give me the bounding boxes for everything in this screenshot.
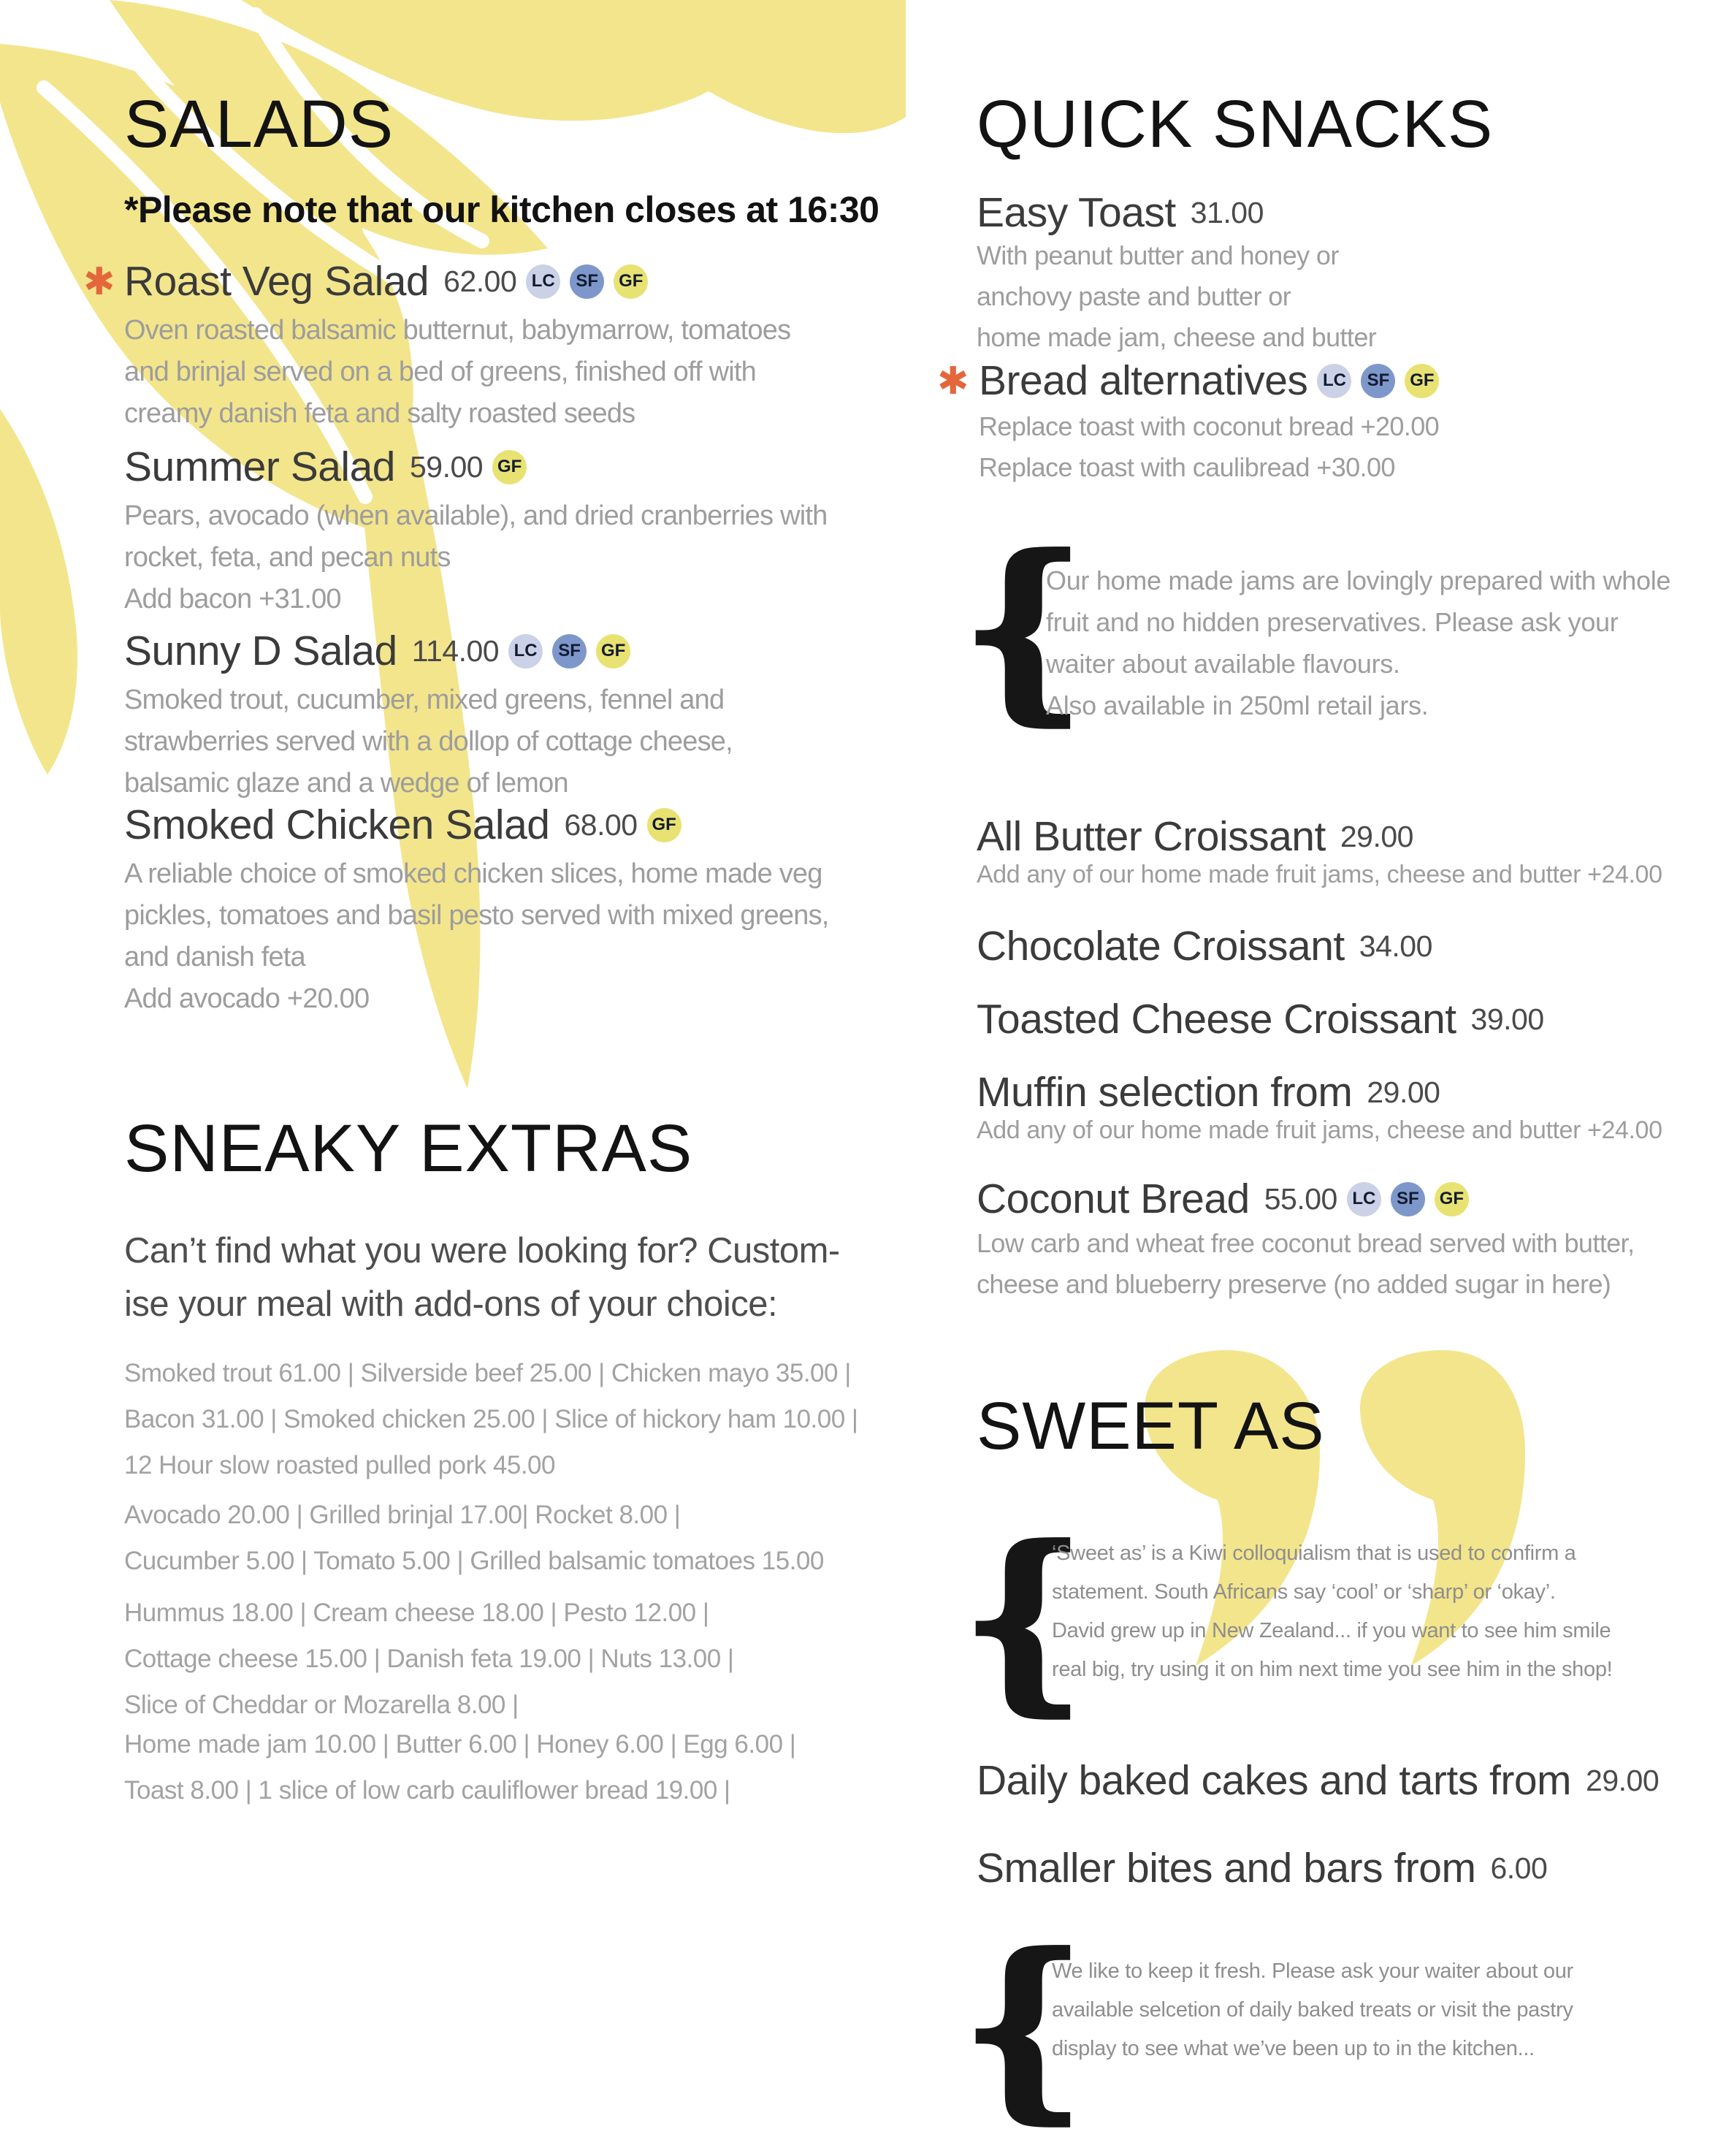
item-name: Easy Toast bbox=[977, 189, 1176, 236]
diet-badge-gf: GF bbox=[647, 808, 681, 842]
addons-line: Cottage cheese 15.00 | Danish feta 19.00 | Nuts 13.00 | bbox=[124, 1645, 734, 1673]
description-line: With peanut butter and honey or bbox=[977, 240, 1339, 270]
description-line: Add avocado +20.00 bbox=[124, 983, 370, 1014]
description-line: A reliable choice of smoked chicken slices, home made veg bbox=[124, 858, 822, 889]
diet-badge-sf: SF bbox=[1391, 1182, 1425, 1216]
menu-item-muffin-selection bbox=[977, 1068, 1440, 1116]
addons-line: 12 Hour slow roasted pulled pork 45.00 bbox=[124, 1451, 555, 1479]
diet-badge-gf: GF bbox=[596, 634, 630, 668]
addons-line: Slice of Cheddar or Mozarella 8.00 | bbox=[124, 1691, 519, 1719]
menu-item-easy-toast bbox=[977, 188, 1264, 237]
menu-item-roast-veg-salad bbox=[124, 257, 648, 305]
addons-line: Avocado 20.00 | Grilled brinjal 17.00| Rocket 8.00 | bbox=[124, 1501, 681, 1529]
note-line: display to see what we’ve been up to in the kitchen... bbox=[1052, 2037, 1535, 2060]
item-name: Muffin selection from bbox=[977, 1069, 1353, 1116]
description-line: Replace toast with coconut bread +20.00 bbox=[979, 411, 1440, 441]
sweet-as-note bbox=[1052, 1534, 1612, 1689]
item-price: 114.00 bbox=[411, 633, 500, 668]
note-line: waiter about available flavours. bbox=[1046, 649, 1400, 679]
item-description bbox=[124, 853, 829, 1020]
description-line: home made jam, cheese and butter bbox=[977, 322, 1377, 352]
item-name: Toasted Cheese Croissant bbox=[977, 996, 1456, 1043]
item-price: 55.00 bbox=[1264, 1181, 1337, 1216]
jam-note bbox=[1046, 560, 1670, 726]
fresh-bakes-note bbox=[1052, 1952, 1573, 2068]
menu-item-coconut-bread bbox=[977, 1175, 1469, 1223]
note-line: statement. South Africans say ‘cool’ or ‘sharp’ or ‘okay’. bbox=[1052, 1580, 1556, 1604]
diet-badge-sf: SF bbox=[552, 634, 587, 668]
addons-group-breakfast bbox=[124, 1721, 795, 1813]
diet-badge-lc: LC bbox=[1347, 1182, 1381, 1216]
note-line: David grew up in New Zealand... if you want to see him smile bbox=[1052, 1619, 1611, 1642]
sweet-as-heading: SWEET AS bbox=[977, 1389, 1325, 1463]
addons-line: Home made jam 10.00 | Butter 6.00 | Honey 6.00 | Egg 6.00 | bbox=[124, 1730, 796, 1759]
item-price: 34.00 bbox=[1359, 929, 1432, 963]
addons-group-veg bbox=[124, 1492, 824, 1584]
item-description bbox=[124, 310, 790, 435]
note-line: We like to keep it fresh. Please ask your waiter about our bbox=[1052, 1959, 1573, 1983]
sneaky-extras-heading: SNEAKY EXTRAS bbox=[124, 1111, 693, 1186]
item-addon-line: Add any of our home made fruit jams, cheese and butter +24.00 bbox=[977, 1116, 1662, 1144]
item-price: 31.00 bbox=[1190, 195, 1264, 229]
addons-line: Cucumber 5.00 | Tomato 5.00 | Grilled balsamic tomatoes 15.00 bbox=[124, 1547, 824, 1575]
intro-line: ise your meal with add-ons of your choice: bbox=[124, 1284, 778, 1324]
description-line: Oven roasted balsamic butternut, babymarrow, tomatoes bbox=[124, 315, 791, 346]
menu-item-summer-salad bbox=[124, 443, 527, 491]
item-name: Summer Salad bbox=[124, 443, 395, 490]
salads-heading: SALADS bbox=[124, 87, 394, 161]
diet-badge-sf: SF bbox=[1361, 364, 1395, 398]
item-name: Smaller bites and bars from bbox=[977, 1845, 1476, 1892]
addons-line: Bacon 31.00 | Smoked chicken 25.00 | Slice of hickory ham 10.00 | bbox=[124, 1405, 858, 1433]
description-line: cheese and blueberry preserve (no added sugar in here) bbox=[977, 1269, 1611, 1299]
item-description bbox=[977, 1223, 1634, 1305]
curly-brace-icon: { bbox=[961, 514, 1086, 742]
note-line: fruit and no hidden preservatives. Please ask your bbox=[1046, 607, 1619, 637]
diet-badge-gf: GF bbox=[492, 450, 527, 484]
item-price: 29.00 bbox=[1367, 1075, 1440, 1109]
note-line: ‘Sweet as’ is a Kiwi colloquialism that is used to confirm a bbox=[1052, 1542, 1576, 1565]
item-name: Smoked Chicken Salad bbox=[124, 801, 550, 848]
item-name: Roast Veg Salad bbox=[124, 258, 429, 305]
item-name: Daily baked cakes and tarts from bbox=[977, 1757, 1572, 1804]
note-line: available selcetion of daily baked treats or visit the pastry bbox=[1052, 1998, 1573, 2022]
addons-group-proteins bbox=[124, 1350, 858, 1488]
item-name: Bread alternatives bbox=[979, 357, 1308, 404]
item-addon-line: Add any of our home made fruit jams, cheese and butter +24.00 bbox=[977, 861, 1662, 888]
menu-item-smaller-bites bbox=[977, 1844, 1547, 1892]
description-line: and brinjal served on a bed of greens, finished off with bbox=[124, 357, 756, 387]
sneaky-extras-intro bbox=[124, 1224, 840, 1331]
special-asterisk-icon: ✱ bbox=[937, 360, 969, 403]
addons-line: Smoked trout 61.00 | Silverside beef 25.00 | Chicken mayo 35.00 | bbox=[124, 1359, 851, 1387]
description-line: Add bacon +31.00 bbox=[124, 584, 341, 614]
description-line: creamy danish feta and salty roasted seeds bbox=[124, 398, 635, 429]
curly-brace-icon: { bbox=[961, 1505, 1086, 1732]
note-line: Also available in 250ml retail jars. bbox=[1046, 690, 1429, 720]
addons-group-spreads bbox=[124, 1590, 734, 1728]
description-line: anchovy paste and butter or bbox=[977, 281, 1291, 311]
note-line: real big, try using it on him next time you see him in the shop! bbox=[1052, 1658, 1613, 1681]
menu-item-all-butter-croissant bbox=[977, 812, 1413, 861]
menu-item-smoked-chicken-salad bbox=[124, 801, 681, 849]
menu-item-sunny-d-salad bbox=[124, 627, 630, 675]
item-description bbox=[124, 495, 827, 620]
item-price: 68.00 bbox=[564, 807, 638, 842]
diet-badge-gf: GF bbox=[1435, 1182, 1469, 1216]
description-line: Replace toast with caulibread +30.00 bbox=[979, 452, 1395, 482]
item-description bbox=[124, 679, 733, 804]
diet-badge-gf: GF bbox=[614, 264, 648, 299]
addons-line: Toast 8.00 | 1 slice of low carb cauliflower bread 19.00 | bbox=[124, 1776, 730, 1805]
item-price: 62.00 bbox=[443, 264, 517, 298]
curly-brace-icon: { bbox=[961, 1913, 1086, 2140]
kitchen-closing-note: *Please note that our kitchen closes at 16:30 bbox=[124, 189, 879, 230]
item-name: Sunny D Salad bbox=[124, 628, 397, 674]
quick-snacks-heading: QUICK SNACKS bbox=[977, 87, 1494, 161]
item-price: 29.00 bbox=[1340, 819, 1413, 853]
item-name: Coconut Bread bbox=[977, 1176, 1250, 1222]
diet-badge-lc: LC bbox=[1317, 364, 1351, 398]
menu-item-chocolate-croissant bbox=[977, 922, 1432, 970]
diet-badge-lc: LC bbox=[508, 634, 543, 668]
item-description bbox=[979, 406, 1439, 488]
diet-badge-lc: LC bbox=[526, 264, 560, 299]
description-line: Pears, avocado (when available), and dried cranberries with bbox=[124, 500, 828, 531]
item-price: 6.00 bbox=[1490, 1851, 1548, 1885]
description-line: balsamic glaze and a wedge of lemon bbox=[124, 768, 568, 799]
item-price: 39.00 bbox=[1470, 1002, 1544, 1036]
item-price: 29.00 bbox=[1586, 1763, 1660, 1797]
menu-item-daily-baked-cakes bbox=[977, 1756, 1659, 1805]
item-description bbox=[977, 235, 1376, 358]
description-line: Smoked trout, cucumber, mixed greens, fennel and bbox=[124, 685, 725, 715]
intro-line: Can’t find what you were looking for? Custom- bbox=[124, 1231, 840, 1271]
description-line: pickles, tomatoes and basil pesto served with mixed greens, bbox=[124, 900, 829, 931]
menu-item-bread-alternatives bbox=[979, 357, 1439, 405]
addons-line: Hummus 18.00 | Cream cheese 18.00 | Pesto 12.00 | bbox=[124, 1599, 709, 1627]
item-name: All Butter Croissant bbox=[977, 813, 1326, 860]
description-line: strawberries served with a dollop of cottage cheese, bbox=[124, 726, 733, 757]
note-line: Our home made jams are lovingly prepared with whole bbox=[1046, 565, 1671, 595]
diet-badge-sf: SF bbox=[570, 264, 604, 299]
description-line: rocket, feta, and pecan nuts bbox=[124, 542, 451, 573]
description-line: Low carb and wheat free coconut bread served with butter, bbox=[977, 1228, 1635, 1258]
special-asterisk-icon: ✱ bbox=[83, 261, 115, 303]
menu-item-toasted-cheese-croissant bbox=[977, 995, 1544, 1043]
description-line: and danish feta bbox=[124, 942, 305, 972]
item-name: Chocolate Croissant bbox=[977, 923, 1345, 970]
item-price: 59.00 bbox=[410, 449, 484, 484]
diet-badge-gf: GF bbox=[1405, 364, 1439, 398]
